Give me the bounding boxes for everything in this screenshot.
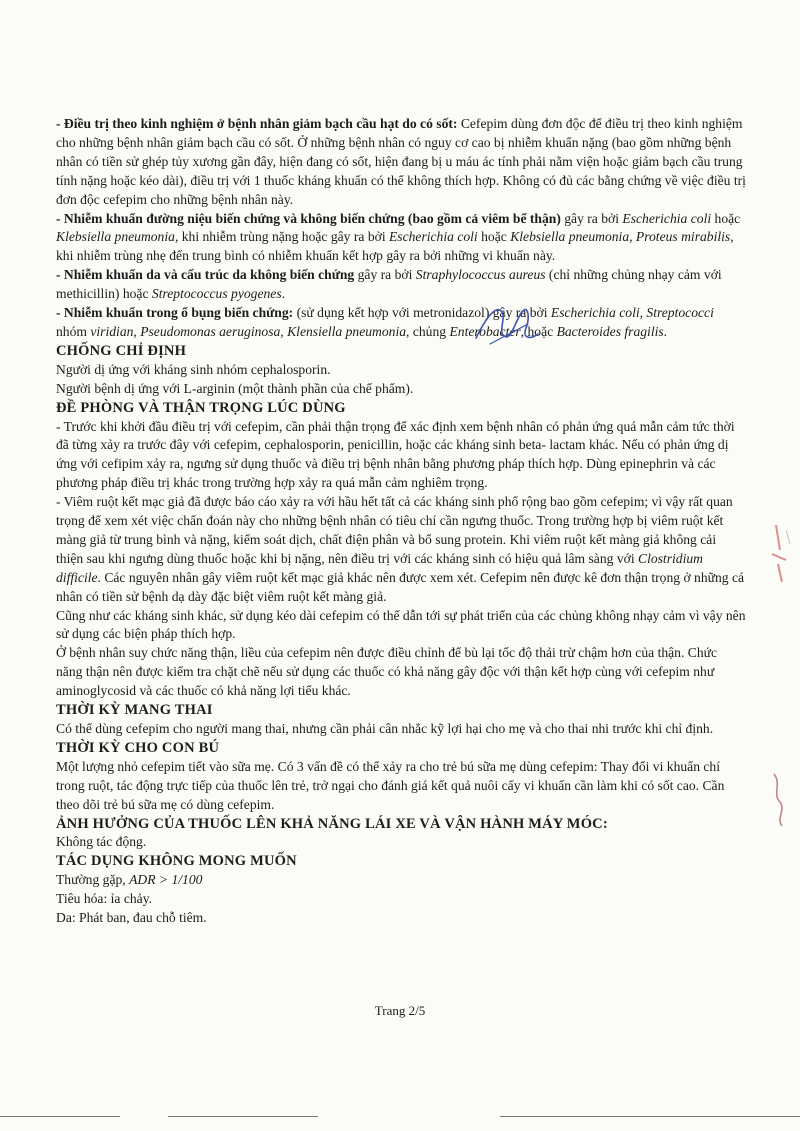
adverse-common (56, 871, 746, 890)
text-run: hoặc (477, 229, 511, 245)
adverse-item: Da: Phát ban, đau chỗ tiêm. (56, 910, 207, 926)
indication-skin (56, 266, 746, 304)
indication-lead: - Nhiễm khuẩn trong ổ bụng biến chứng: (56, 305, 294, 321)
text-run: . (663, 323, 668, 339)
text-run: gây ra bởi (354, 267, 416, 283)
section-heading-precautions: ĐỀ PHÒNG VÀ THẬN TRỌNG LÚC DÙNG (56, 399, 346, 416)
text-run: Thường gặp, (56, 872, 130, 888)
text-run: gây ra bởi (560, 210, 623, 226)
text-run: (chỉ những chủng nhạy cảm với methicillin) hoặc (56, 267, 722, 302)
section-heading-lactation: THỜI KỲ CHO CON BÚ (56, 739, 220, 756)
scan-edge-line (500, 1116, 800, 1117)
text-run: hoặc (711, 210, 741, 226)
organism-name: Klebsiella pneumonia (56, 229, 175, 245)
indication-lead: - Nhiễm khuẩn đường niệu biến chứng và không biến chứng (bao gồm cả viêm bể thận) (56, 210, 561, 226)
precaution-paragraph: Ở bệnh nhân suy chức năng thận, liều của cefepim nên được điều chỉnh để bù lại tốc độ thải trừ chậm hơn của thận. Chức năng thận nên được kiểm tra chặt chẽ nếu sử dụng các thuốc có khả năng gây độc với thận kết hợp cùng với cefepim như aminoglycosid và các thuốc có khả năng lợi tiểu khác. (56, 645, 718, 699)
section-heading-pregnancy: THỜI KỲ MANG THAI (56, 702, 213, 719)
text-run: , khi nhiễm trùng nặng hoặc gây ra bởi (174, 229, 389, 245)
indication-febrile-neutropenia (56, 115, 746, 210)
organism-name: Straphylococcus aureus (415, 267, 546, 283)
contraindication-item: Người bệnh dị ứng với L-arginin (một thành phần của chế phẩm). (56, 380, 414, 396)
organism-name: Escherichia coli, Streptococci (550, 305, 714, 321)
scan-edge-line (168, 1116, 318, 1117)
organism-name: Streptococcus pyogenes (151, 286, 282, 302)
adverse-item: Tiêu hóa: ỉa chảy. (56, 891, 153, 907)
section-heading-adverse-effects: TÁC DỤNG KHÔNG MONG MUỐN (56, 853, 297, 870)
text-run: (sử dụng kết hợp với metronidazol) gây ra bởi (293, 305, 551, 321)
precaution-paragraph (56, 493, 746, 606)
scan-stamp-fragment (766, 520, 794, 590)
section-heading-contraindications: CHỐNG CHỈ ĐỊNH (56, 342, 187, 359)
text-run: , khi nhiễm trùng nhẹ đến trung bình có nhiễm khuẩn kết hợp gây ra bởi những vi khuẩn này. (56, 229, 734, 264)
section-heading-driving: ẢNH HƯỞNG CỦA THUỐC LÊN KHẢ NĂNG LÁI XE VÀ VẬN HÀNH MÁY MÓC: (56, 815, 608, 832)
text-run: . (281, 286, 286, 302)
organism-name: Klebsiella pneumonia, Proteus mirabilis (510, 229, 731, 245)
text-run: nhóm (56, 323, 91, 339)
organism-name: Escherichia coli (389, 229, 478, 245)
scan-stamp-fragment (766, 770, 794, 830)
indication-text: Cefepim dùng đơn độc để điều trị theo kinh nghiệm cho những bệnh nhân giảm bạch cầu có sốt. Ở những bệnh nhân có nguy cơ cao bị nhiễm khuẩn nặng (bao gồm những bệnh nhân có tiền sử ghép tủy xương gần đây, hiện đang có sốt, hiện đang bị u máu ác tính phải nằm viện hoặc giảm bạch cầu trung tính nặng hoặc kéo dài), điều trị với 1 thuốc kháng khuẩn có thể không thích hợp. Không có đủ các bằng chứng về việc điều trị đơn độc cefepim cho những bệnh nhân này. (56, 116, 746, 207)
organism-name: viridian, Pseudomonas aeruginosa, Klensiella pneumonia (90, 323, 407, 339)
indication-urinary (56, 210, 746, 267)
indication-lead: - Nhiễm khuẩn da và cấu trúc da không biến chứng (56, 267, 355, 283)
text-run: - Viêm ruột kết mạc giả đã được báo cáo xảy ra với hầu hết tất cả các kháng sinh phổ rộng bao gồm cefepim; vì vậy rất quan trọng để xem xét việc chẩn đoán này cho những bệnh nhân có tiêu chí cần ngưng thuốc. Trong trường hợp bị viêm ruột kết màng giả từ trung bình và nặng, kiểm soát dịch, chất điện phân và bổ sung protein. Khi viêm ruột kết màng giả không cải thiện sau khi ngưng dùng thuốc hoặc khi bị nặng, nên điều trị với các kháng sinh có hiệu quả lâm sàng với (56, 494, 733, 566)
scan-edge-line (0, 1116, 120, 1117)
document-body (56, 115, 746, 928)
lactation-text: Một lượng nhỏ cefepim tiết vào sữa mẹ. Có 3 vấn đề có thể xảy ra cho trẻ bú sữa mẹ dùng cefepim: Thay đổi vi khuẩn chí trong ruột, tác động trực tiếp của thuốc lên trẻ, trở ngại cho đánh giá kết quả nuôi cấy vi khuẩn cần làm khi có sốt cao. Cần theo dõi trẻ bú sữa mẹ có dùng cefepim. (56, 758, 725, 812)
contraindication-item: Người dị ứng với kháng sinh nhóm cephalosporin. (56, 361, 331, 377)
indication-lead: - Điều trị theo kinh nghiệm ở bệnh nhân giảm bạch cầu hạt do có sốt: (56, 116, 458, 131)
indication-intra-abdominal (56, 304, 746, 342)
pregnancy-text: Có thể dùng cefepim cho người mang thai, nhưng cần phải cân nhắc kỹ lợi hại cho mẹ và cho thai nhi trước khi chỉ định. (56, 721, 714, 736)
organism-name: Bacteroides fragilis (556, 323, 664, 339)
text-run: , chủng (406, 323, 450, 339)
text-run: . Các nguyên nhân gây viêm ruột kết mạc giả khác nên được xem xét. Cefepim nên được kê đơn thận trọng ở những cá nhân có tiền sử bệnh dạ dày đặc biệt viêm ruột kết màng giả. (56, 569, 745, 604)
precaution-paragraph: Cũng như các kháng sinh khác, sử dụng kéo dài cefepim có thể dẫn tới sự phát triển của các chủng không nhạy cảm vì vậy nên sử dụng các biện pháp thích hợp. (56, 607, 746, 642)
handwritten-initials-mark (468, 298, 542, 350)
organism-name: Clostridium difficile (56, 550, 703, 585)
driving-text: Không tác động. (56, 834, 147, 850)
precaution-paragraph: - Trước khi khởi đầu điều trị với cefepim, cần phải thận trọng để xác định xem bệnh nhân có phản ứng quá mẫn cảm tức thời đã từng xảy ra trước đây với cefepim, cephalosporin, penicillin, hoặc các kháng sinh beta- lactam khác. Nếu có phản ứng dị ứng với cefipim xảy ra, ngưng sử dụng thuốc và điều trị bệnh nhân bằng phương pháp thích hợp. Dùng epinephrin và các phương pháp điều trị khác trong trường hợp xảy ra quá mẫn cảm nghiêm trọng. (56, 418, 735, 491)
page-number: Trang 2/5 (374, 1003, 426, 1018)
text-run: , hoặc (520, 323, 557, 339)
organism-name: Escherichia coli (622, 210, 712, 226)
frequency-value: ADR > 1/100 (129, 872, 203, 888)
organism-name: Enterobacter (449, 323, 521, 339)
